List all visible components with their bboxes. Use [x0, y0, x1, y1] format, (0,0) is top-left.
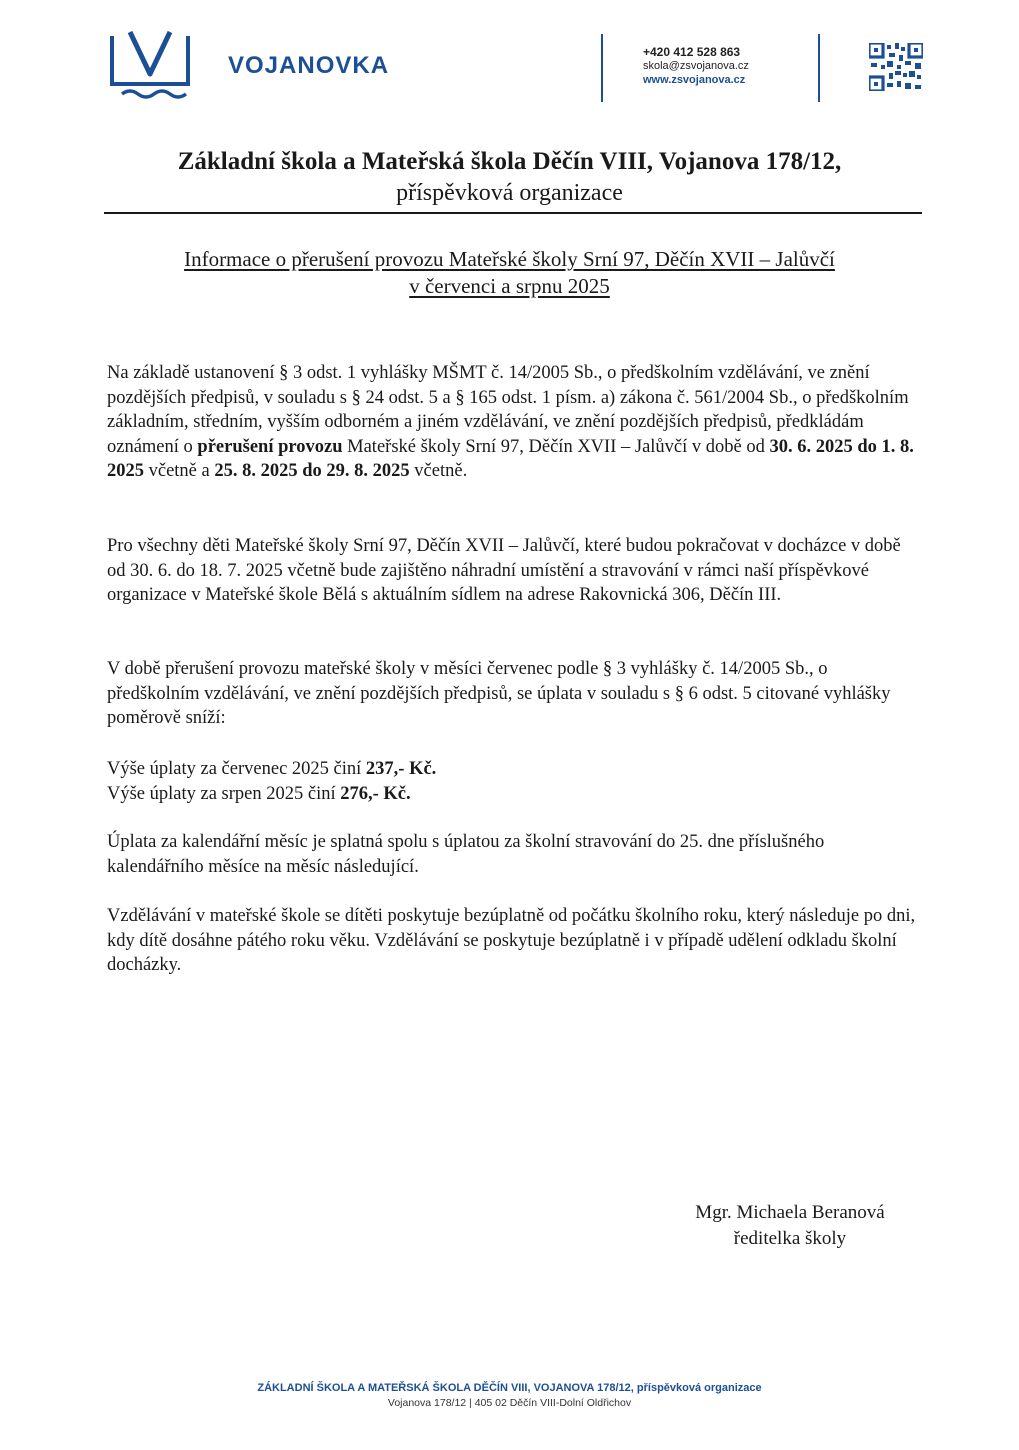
document-subject [0, 246, 1019, 300]
letterhead [0, 0, 1019, 110]
signatory-role: ředitelka školy [733, 1228, 847, 1249]
text-run: Mateřské školy Srní 97, Děčín XVII – Jalůvčí v době od [342, 436, 770, 457]
fee-list [107, 757, 919, 806]
text-run: včetně a [144, 461, 215, 482]
fee-august-label: Výše úplaty za srpen 2025 činí [107, 783, 341, 804]
phone-number: +420 412 528 863 [643, 45, 741, 59]
school-type: příspěvková organizace [396, 180, 623, 206]
fee-august-amount: 276,- Kč. [340, 783, 411, 804]
paragraph-alternative-placement: Pro všechny děti Mateřské školy Srní 97, Děčín XVII – Jalůvčí, které budou pokračovat v docházce v době od 30. 6. do 18. 7. 2025 včetně bude zajištěno náhradní umístění a stravování v rámci naší příspěvkové organizace v Mateřské škole Bělá s aktuálním sídlem na adrese Rakovnická 306, Děčín III. [107, 536, 901, 606]
school-logo-icon [108, 30, 192, 104]
paragraph-legal-basis [107, 361, 919, 484]
subject-line-1: Informace o přerušení provozu Mateřské školy Srní 97, Děčín XVII – Jalůvčí [184, 247, 835, 271]
text-run: Na základě ustanovení § 3 odst. 1 vyhlášky MŠMT č. 14/2005 Sb., o předškolním vzdělávání, ve znění pozdějších předpisů, v souladu s § 24 odst. 5 a § 165 odst. 1 písm. a) zákona č. 561/2004 Sb., o předškolním základním, středním, vyšším odborném a jiném vzdělávání, ve znění pozdějších předpisů, předkládám oznámení o [107, 363, 909, 457]
qr-code-icon [869, 43, 923, 91]
contact-block [643, 45, 749, 87]
school-name: Základní škola a Mateřská škola Děčín VIII, Vojanova 178/12, [177, 148, 842, 175]
fee-july-label: Výše úplaty za červenec 2025 činí [107, 759, 366, 779]
header-divider [818, 34, 820, 102]
paragraph-fee-reduction: V době přerušení provozu mateřské školy v měsíci červenec podle § 3 vyhlášky č. 14/2005 Sb., o předškolním vzdělávání, ve znění pozdějších předpisů, se úplata v souladu s § 6 odst. 5 citované vyhlášky poměrově sníží: [107, 659, 891, 729]
email-address: skola@zsvojanova.cz [643, 60, 749, 72]
bold-date-range: 25. 8. 2025 do 29. 8. 2025 [214, 461, 410, 482]
header-divider [601, 34, 603, 102]
paragraph-free-education: Vzdělávání v mateřské škole se dítěti poskytuje bezúplatně od počátku školního roku, který následuje po dni, kdy dítě dosáhne pátého roku věku. Vzdělávání se poskytuje bezúplatně i v případě udělení odkladu školní docházky. [107, 906, 916, 976]
subject-line-2: v červenci a srpnu 2025 [409, 274, 610, 298]
signatory-name: Mgr. Michaela Beranová [695, 1202, 885, 1223]
heading-rule [104, 212, 922, 214]
footer-school-name: ZÁKLADNÍ ŠKOLA A MATEŘSKÁ ŠKOLA DĚČÍN VIII, VOJANOVA 178/12, příspěvková organizace [257, 1382, 762, 1394]
footer-address: Vojanova 178/12 | 405 02 Děčín VIII-Dolní Oldřichov [387, 1397, 632, 1409]
logo-wordmark: VOJANOVKA [228, 52, 390, 79]
bold-date-range: 30. 6. 2025 do 1. 8. 2025 [107, 436, 914, 482]
website-link: www.zsvojanova.cz [643, 74, 746, 86]
signature-block [660, 1200, 920, 1252]
text-run: včetně. [409, 461, 468, 482]
fee-july-amount: 237,- Kč. [365, 759, 437, 779]
bold-run: přerušení provozu [197, 436, 343, 457]
document-heading [0, 148, 1019, 207]
paragraph-payment-due: Úplata za kalendářní měsíc je splatná spolu s úplatou za školní stravování do 25. dne příslušného kalendářního měsíce na měsíc následující. [107, 832, 825, 877]
page-footer [0, 1382, 1019, 1409]
